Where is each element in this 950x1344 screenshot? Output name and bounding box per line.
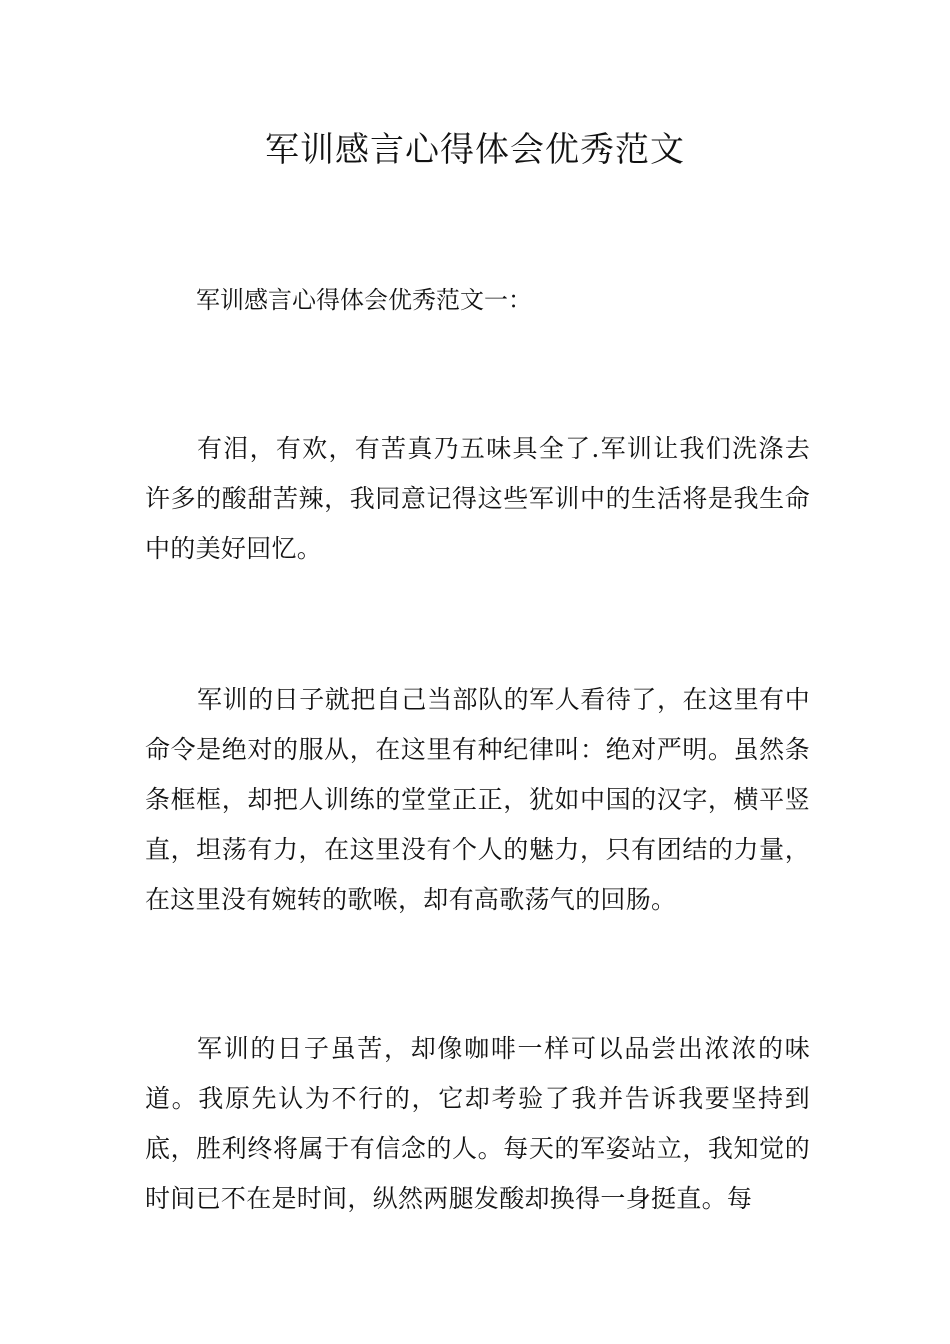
paragraph-2: 军训的日子就把自己当部队的军人看待了，在这里有中命令是绝对的服从，在这里有种纪律叫：绝对严明。虽然条条框框，却把人训练的堂堂正正，犹如中国的汉字，横平竖直，坦荡有力，在这里没有个人的魅力，只有团结的力量，在这里没有婉转的歌喉，却有高歌荡气的回肠。: [145, 685, 810, 914]
document-title: 军训感言心得体会优秀范文: [265, 130, 685, 170]
section-heading: 军训感言心得体会优秀范文一：: [196, 286, 532, 314]
paragraph-1: 有泪，有欢，有苦真乃五味具全了.军训让我们洗涤去许多的酸甜苦辣，我同意记得这些军训中的生活将是我生命中的美好回忆。: [145, 434, 810, 563]
paragraph-3: 军训的日子虽苦，却像咖啡一样可以品尝出浓浓的味道。我原先认为不行的，它却考验了我并告诉我要坚持到底，胜利终将属于有信念的人。每天的军姿站立，我知觉的时间已不在是时间，纵然两腿发酸却换得一身挺直。每: [145, 1034, 810, 1213]
